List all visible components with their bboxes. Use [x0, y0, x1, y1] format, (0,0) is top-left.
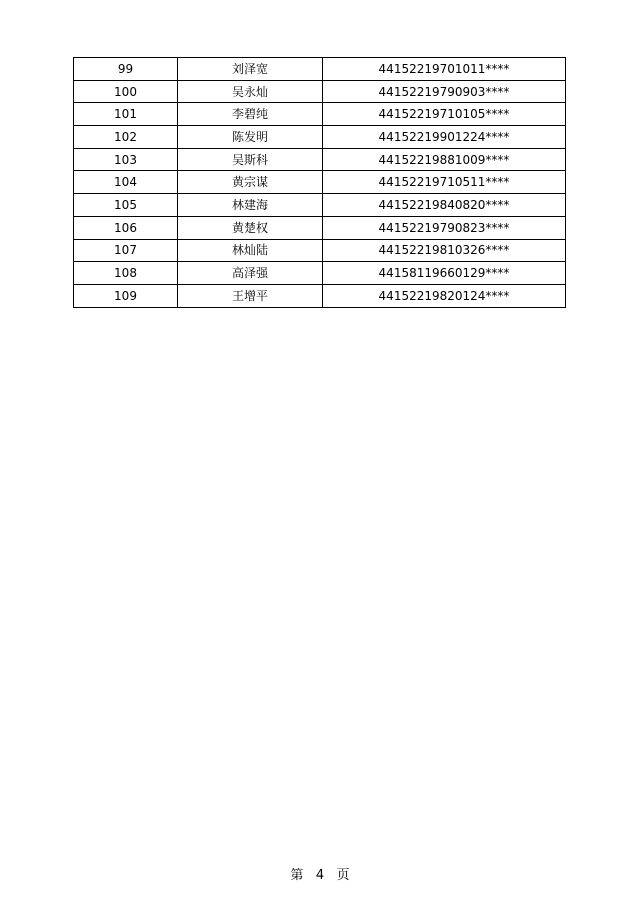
id-number-cell: 44152219901224**** [323, 126, 566, 149]
table-row [74, 103, 566, 126]
name-cell: 林建海 [178, 194, 323, 217]
id-number-cell: 44152219790823**** [323, 216, 566, 239]
table-row [74, 284, 566, 307]
name-cell: 吴斯科 [178, 148, 323, 171]
table-row [74, 262, 566, 285]
row-number-cell: 102 [74, 126, 178, 149]
table-row [74, 148, 566, 171]
row-number-cell: 99 [74, 58, 178, 81]
name-cell: 吴永灿 [178, 80, 323, 103]
id-number-cell: 44152219710105**** [323, 103, 566, 126]
page-footer-suffix: 页 [336, 868, 350, 883]
table-row [74, 126, 566, 149]
row-number-cell: 105 [74, 194, 178, 217]
table-row [74, 194, 566, 217]
table-row [74, 239, 566, 262]
table-row [74, 171, 566, 194]
row-number-cell: 109 [74, 284, 178, 307]
row-number-cell: 100 [74, 80, 178, 103]
table-row [74, 216, 566, 239]
id-number-cell: 44152219820124**** [323, 284, 566, 307]
page-footer [0, 868, 640, 884]
page-footer-prefix: 第 [290, 868, 304, 883]
id-number-cell: 44152219701011**** [323, 58, 566, 81]
name-cell: 李碧纯 [178, 103, 323, 126]
roster-table [73, 57, 566, 308]
name-cell: 王增平 [178, 284, 323, 307]
row-number-cell: 103 [74, 148, 178, 171]
row-number-cell: 107 [74, 239, 178, 262]
id-number-cell: 44152219810326**** [323, 239, 566, 262]
id-number-cell: 44152219840820**** [323, 194, 566, 217]
row-number-cell: 106 [74, 216, 178, 239]
table-row [74, 80, 566, 103]
id-number-cell: 44152219710511**** [323, 171, 566, 194]
name-cell: 刘泽宽 [178, 58, 323, 81]
name-cell: 黄楚权 [178, 216, 323, 239]
id-number-cell: 44152219881009**** [323, 148, 566, 171]
name-cell: 黄宗谋 [178, 171, 323, 194]
page-number: 4 [315, 868, 325, 883]
row-number-cell: 104 [74, 171, 178, 194]
name-cell: 高泽强 [178, 262, 323, 285]
row-number-cell: 101 [74, 103, 178, 126]
id-number-cell: 44152219790903**** [323, 80, 566, 103]
id-number-cell: 44158119660129**** [323, 262, 566, 285]
table-row [74, 58, 566, 81]
row-number-cell: 108 [74, 262, 178, 285]
name-cell: 林灿陆 [178, 239, 323, 262]
name-cell: 陈发明 [178, 126, 323, 149]
